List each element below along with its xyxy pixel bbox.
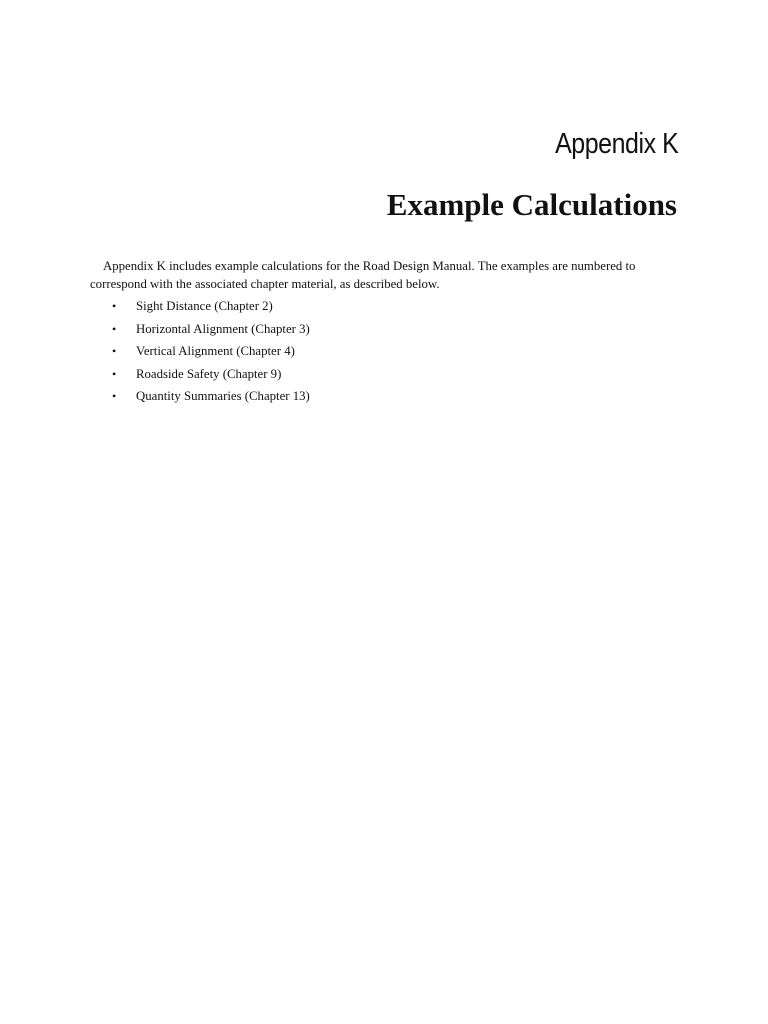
chapter-list xyxy=(112,298,310,411)
intro-paragraph: Appendix K includes example calculations for the Road Design Manual. The examples are numbered to correspond with the associated chapter material, as described below. xyxy=(90,259,636,291)
list-item xyxy=(112,366,310,389)
bullet-icon: • xyxy=(112,299,117,313)
list-item xyxy=(112,298,310,321)
list-item-label: Vertical Alignment (Chapter 4) xyxy=(136,344,295,358)
list-item-label: Sight Distance (Chapter 2) xyxy=(136,299,273,313)
bullet-icon: • xyxy=(112,344,117,358)
appendix-label: Appendix K xyxy=(554,128,678,160)
bullet-icon: • xyxy=(112,366,117,381)
list-item-label: Quantity Summaries (Chapter 13) xyxy=(136,389,310,403)
list-item xyxy=(112,321,310,344)
list-item xyxy=(112,388,310,411)
list-item xyxy=(112,343,310,366)
list-item-label: Roadside Safety (Chapter 9) xyxy=(136,366,282,381)
list-item-label: Horizontal Alignment (Chapter 3) xyxy=(136,321,310,336)
bullet-icon: • xyxy=(112,389,117,403)
bullet-icon: • xyxy=(112,321,117,336)
page-title: Example Calculations xyxy=(386,187,677,222)
